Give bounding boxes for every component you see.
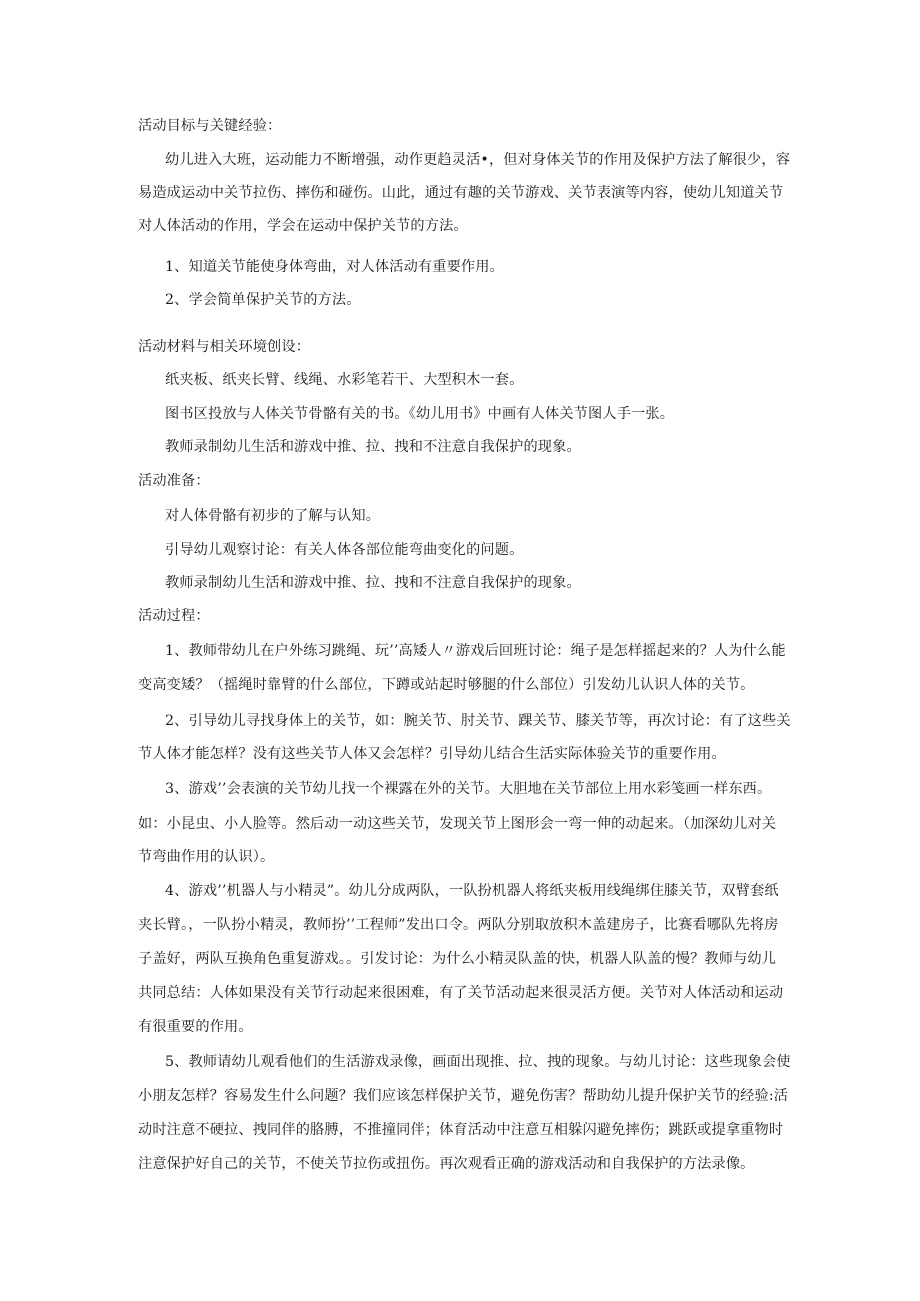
- preparation-item: 对人体骨骼有初步的了解与认知。: [165, 508, 381, 524]
- process-step-line: 4、游戏’’机器人与小精灵”。幼儿分成两队，一队扮机器人将纸夹板用线绳绑住膝关节，双臂套纸: [165, 883, 779, 899]
- process-step-line: 注意保护好自己的关节，不使关节拉伤或扭伤。再次观看正确的游戏活动和自我保护的方法录像。: [138, 1156, 755, 1172]
- paragraph-line: 对人体活动的作用，学会在运动中保护关节的方法。: [138, 218, 468, 234]
- process-step-line: 节人体才能怎样？没有这些关节人体又会怎样？引导幼儿结合生活实际体验关节的重要作用。: [138, 746, 726, 762]
- process-step-line: 动时注意不硬拉、拽同伴的胳膊，不推撞同伴；体育活动中注意互相躲闪避免摔伤；跳跃或提拿重物时: [138, 1122, 784, 1138]
- process-step-line: 节弯曲作用的认识）。: [138, 849, 275, 865]
- goal-item: 1、知道关节能使身体弯曲，对人体活动有重要作用。: [165, 259, 504, 275]
- process-step-line: 1、教师带幼儿在户外练习跳绳、玩’’高矮人〃游戏后回班讨论：绳子是怎样摇起来的？人为什么能: [165, 643, 786, 659]
- process-step-line: 变高变矮？（摇绳时靠臂的什么部位，下蹲或站起时够腿的什么部位）引发幼儿认识人体的关节。: [138, 677, 755, 693]
- section-heading-goals: 活动目标与关键经验：: [138, 118, 282, 134]
- section-heading-materials: 活动材料与相关环境创设：: [138, 339, 311, 355]
- process-step-line: 子盖好，两队互换角色重复游戏。。引发讨论：为什么小精灵队盖的快，机器人队盖的慢？教师与幼儿: [138, 951, 777, 967]
- goal-item: 2、学会简单保护关节的方法。: [165, 292, 361, 308]
- section-heading-preparation: 活动准备：: [138, 473, 210, 489]
- process-step-line: 有很重要的作用。: [138, 1019, 253, 1035]
- material-item: 图书区投放与人体关节骨骼有关的书。《幼儿用书》中画有人体关节图人手一张。: [165, 406, 675, 422]
- material-item: 教师录制幼儿生活和游戏中推、拉、拽和不注意自我保护的现象。: [165, 439, 581, 455]
- section-heading-process: 活动过程：: [138, 608, 210, 624]
- preparation-item: 教师录制幼儿生活和游戏中推、拉、拽和不注意自我保护的现象。: [165, 575, 581, 591]
- paragraph-line: 易造成运动中关节拉伤、摔伤和碰伤。山此，通过有趣的关节游戏、关节表演等内容，使幼儿知道关节: [138, 185, 784, 201]
- material-item: 纸夹板、纸夹长臂、线绳、水彩笔若干、大型积木一套。: [165, 372, 524, 388]
- process-step-line: 夹长臂。，一队扮小精灵，教师扮’’工程师”发出口令。两队分别取放积木盖建房子，比赛看哪队先将房: [138, 917, 779, 933]
- process-step-line: 如：小昆虫、小人脸等。然后动一动这些关节，发现关节上图形会一弯一伸的动起来。（加深幼儿对关: [138, 816, 777, 832]
- process-step-line: 共同总结：人体如果没有关节行动起来很困难，有了关节活动起来很灵活方便。关节对人体活动和运动: [138, 985, 784, 1001]
- preparation-item: 引导幼儿观察讨论：有关人体各部位能弯曲变化的问题。: [165, 542, 524, 558]
- process-step-line: 3、游戏’’会表演的关节幼儿找一个裸露在外的关节。大胆地在关节部位上用水彩笺画一样东西。: [165, 781, 772, 797]
- paragraph-line: 幼儿进入大班，运动能力不断增强，动作更趋灵活•，但对身体关节的作用及保护方法了解很少，容: [165, 152, 791, 168]
- process-step-line: 5、教师请幼儿观看他们的生活游戏录像，画面出现推、拉、拽的现象。与幼儿讨论：这些现象会使: [165, 1054, 791, 1070]
- process-step-line: 2、引导幼儿寻找身体上的关节，如：腕关节、肘关节、踝关节、膝关节等，再次讨论：有了这些关: [165, 713, 791, 729]
- process-step-line: 小朋友怎样？容易发生什么问题？我们应该怎样保护关节，避免伤害？帮助幼儿提升保护关节的经验:活: [138, 1088, 789, 1104]
